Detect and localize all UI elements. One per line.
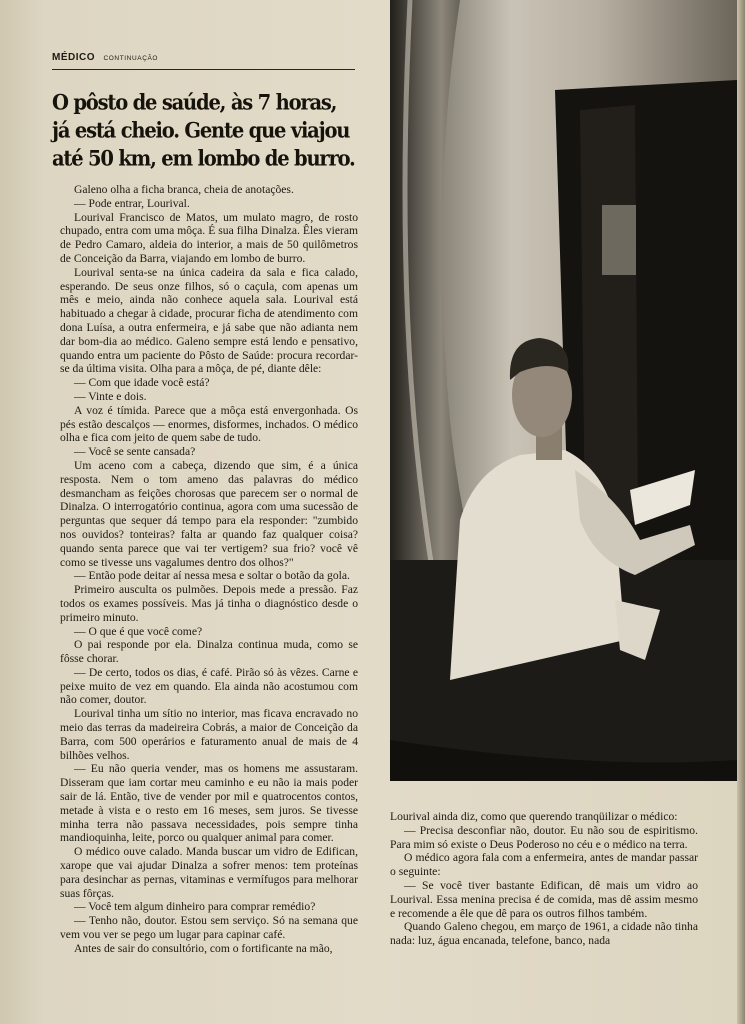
paragraph: — Precisa desconfiar não, doutor. Eu não sou de espiritismo. Para mim só existe o Deus Poderoso no céu e o médico na terra.: [390, 823, 698, 851]
paragraph: — Se você tiver bastante Edifican, dê mais um vidro ao Lourival. Essa menina precisa é de comida, mas dê assim mesmo e recomende a êle que dê para os outros filhos também.: [390, 878, 698, 920]
continuation-label: CONTINUAÇÃO: [103, 55, 159, 62]
paragraph: Lourival tinha um sítio no interior, mas ficava encravado no meio das terras da madeireira Cobrás, a maior de Conceição da Barra, com 500 operários e faturamento anual de mais de 4 bilhões velhos.: [60, 707, 358, 762]
section-header: [52, 47, 355, 70]
paragraph: A voz é tímida. Parece que a môça está envergonhada. Os pés estão descalços — enormes, disformes, inchados. O médico olha e fica com jeito de quem sabe de tudo.: [60, 403, 358, 445]
paragraph: O pai responde por ela. Dinalza continua muda, como se fôsse chorar.: [60, 638, 358, 666]
paragraph: — Então pode deitar aí nessa mesa e soltar o botão da gola.: [74, 569, 350, 583]
headline-line-2: já está cheio. Gente que viajou: [52, 117, 350, 143]
paragraph: — Você tem algum dinheiro para comprar remédio?: [74, 900, 316, 914]
section-label: MÉDICO: [52, 52, 95, 63]
paragraph: Lourival Francisco de Matos, um mulato magro, de rosto chupado, entra com uma môça. É sua filha Dinalza. Êles vieram de Pedro Camaro, aldeia do interior, a mais de 50 quilômetros de Conceição da Barra, viajando em lombo de burro.: [60, 210, 358, 265]
paragraph: — Vinte e dois.: [74, 389, 147, 403]
headline-line-3: até 50 km, em lombo de burro.: [52, 145, 355, 171]
photo-illustration: [390, 0, 737, 781]
paragraph: O médico agora fala com a enfermeira, antes de mandar passar o seguinte:: [390, 851, 698, 879]
paragraph: — Com que idade você está?: [74, 376, 210, 390]
headline-line-1: O pôsto de saúde, às 7 horas,: [52, 89, 337, 115]
paragraph: Lourival senta-se na única cadeira da sala e fica calado, esperando. De seus onze filhos, só o caçula, com apenas um mês e meio, ainda não conhece aquela sala. Lourival está habituado a chegar à cidade, procurar ficha de atendimento com dona Luísa, a outra enfermeira, e já sabe que não adianta nem dar bom-dia ao médico. Galeno sempre está lendo e pensativo, quando entra um paciente do Pôsto de Saúde: procura recordar-se da última visita. Olha para a môça, de pé, diante dêle:: [60, 265, 358, 376]
photo-doctor-reading: [390, 0, 737, 781]
paragraph: — Tenho não, doutor. Estou sem serviço. Só na semana que vem vou ver se pego um lugar para capinar café.: [60, 914, 358, 942]
headline: [52, 88, 355, 172]
paragraph: — O que é que você come?: [74, 624, 203, 638]
paragraph: O médico ouve calado. Manda buscar um vidro de Edifican, xarope que vai ajudar Dinalza a sofrer menos: tem proteínas para desinchar as pernas, vitaminas e vermífugos para melhorar suas fôrças.: [60, 845, 358, 900]
paragraph: Quando Galeno chegou, em março de 1961, a cidade não tinha nada: luz, água encanada, telefone, banco, nada: [390, 920, 698, 948]
article-column-right: [390, 810, 698, 948]
paragraph: Antes de sair do consultório, com o fortificante na mão,: [74, 941, 333, 955]
paragraph: — Eu não queria vender, mas os homens me assustaram. Disseram que iam cortar meu caminho e eu não ia mais poder sair de lá. Então, tive de vender por mil e quatrocentos contos, metade à vista e o resto em 16 meses, sem juros. Se tivesse minha terra não passava necessidades, pois sempre tinha mandioquinha, leite, porco ou qualquer animal para comer.: [60, 762, 358, 845]
paragraph: Primeiro ausculta os pulmões. Depois mede a pressão. Faz todos os exames possíveis. Mas já tinha o diagnóstico desde o primeiro minuto.: [60, 583, 358, 624]
article-column-left: [60, 183, 358, 956]
paragraph: — Você se sente cansada?: [74, 445, 196, 459]
paragraph: — Pode entrar, Lourival.: [74, 196, 190, 210]
page-edge: [737, 0, 745, 1024]
paragraph-continued: Lourival ainda diz, como que querendo tranqüilizar o médico:: [390, 810, 678, 823]
paragraph: — De certo, todos os dias, é café. Pirão só às vêzes. Carne e peixe muito de vez em quando. Ela ainda não acostumou com não comer, doutor.: [60, 665, 358, 707]
paragraph: Um aceno com a cabeça, dizendo que sim, é a única resposta. Nem o tom ameno das palavras do médico desmancham as feições chorosas que parecem ser o normal de Dinalza. O interrogatório continua, agora com uma sucessão de perguntas que sequer dá tempo para ela responder: "zumbido nos ouvidos? tonteiras? falta ar quando faz qualquer coisa? quando senta parece que vai ter vertigem? sua frio? você vê como se tivesse uns vagalumes dentro dos olhos?": [60, 458, 358, 569]
paragraph: Galeno olha a ficha branca, cheia de anotações.: [74, 183, 294, 196]
